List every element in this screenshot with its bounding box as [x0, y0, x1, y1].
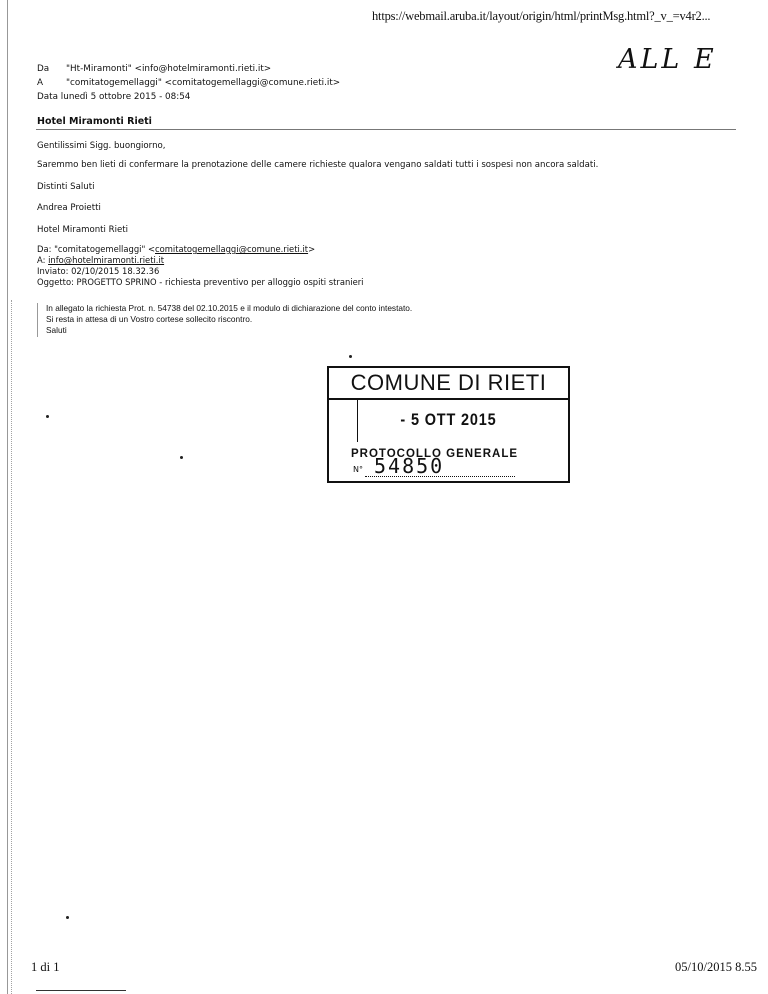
quoted-subject-row: Oggetto: PROGETTO SPRINO - richiesta preventivo per alloggio ospiti stranieri	[37, 277, 364, 287]
from-row	[37, 63, 271, 76]
title-divider	[36, 129, 736, 130]
quoted-line-2: Si resta in attesa di un Vostro cortese sollecito riscontro.	[46, 314, 253, 325]
scan-speck	[349, 355, 352, 358]
from-value: "Ht-Miramonti" <info@hotelmiramonti.rieti.it>	[66, 64, 272, 74]
quoted-line-1: In allegato la richiesta Prot. n. 54738 del 02.10.2015 e il modulo di dichiarazione del conto intestato.	[46, 303, 413, 313]
stamp-number: 54850	[374, 454, 445, 478]
bottom-rule	[36, 990, 126, 991]
body-paragraph: Saremmo ben lieti di confermare la prenotazione delle camere richieste qualora vengano saldati tutti i sospesi non ancora saldati.	[37, 160, 599, 170]
quoted-body	[37, 303, 412, 337]
stamp-date: - 5 OTT 2015	[400, 410, 497, 429]
scan-edge-line	[7, 0, 8, 994]
quoted-to-row	[37, 255, 164, 266]
to-row	[37, 77, 340, 90]
page-indicator: 1 di 1	[31, 960, 60, 974]
from-label: Da	[37, 64, 50, 74]
message-title: Hotel Miramonti Rieti	[37, 116, 152, 127]
stamp-protocol-label: PROTOCOLLO GENERALE	[351, 448, 519, 460]
print-url: https://webmail.aruba.it/layout/origin/html/printMsg.html?_v_=v4r2...	[372, 9, 711, 23]
handwritten-annotation: ALL E	[618, 44, 717, 75]
quoted-to-prefix: A:	[37, 255, 49, 265]
signature-name: Andrea Proietti	[37, 203, 101, 213]
scan-edge-dots	[11, 300, 13, 994]
protocol-stamp	[327, 366, 570, 483]
quoted-to-email[interactable]: info@hotelmiramonti.rieti.it	[48, 255, 165, 265]
stamp-title: COMUNE DI RIETI	[329, 368, 568, 400]
scan-speck	[180, 456, 183, 459]
scan-speck	[66, 916, 69, 919]
quoted-sent-row: Inviato: 02/10/2015 18.32.36	[37, 266, 160, 276]
quoted-from-row	[37, 244, 315, 255]
signature-company: Hotel Miramonti Rieti	[37, 225, 129, 235]
closing: Distinti Saluti	[37, 182, 95, 192]
stamp-number-label: N°	[353, 465, 363, 474]
date-row: Data lunedì 5 ottobre 2015 - 08:54	[37, 92, 191, 102]
print-timestamp: 05/10/2015 8.55	[675, 960, 757, 974]
to-label: A	[37, 78, 44, 88]
stamp-number-dots	[365, 476, 515, 477]
quoted-from-prefix: Da: "comitatogemellaggi" <	[37, 244, 156, 254]
to-value: "comitatogemellaggi" <comitatogemellaggi@comune.rieti.it>	[66, 78, 341, 88]
quoted-from-suffix: >	[308, 244, 316, 254]
quoted-line-3: Saluti	[46, 325, 67, 336]
scan-speck	[46, 415, 49, 418]
quoted-from-email[interactable]: comitatogemellaggi@comune.rieti.it	[155, 244, 309, 254]
greeting: Gentilissimi Sigg. buongiorno,	[37, 141, 166, 151]
